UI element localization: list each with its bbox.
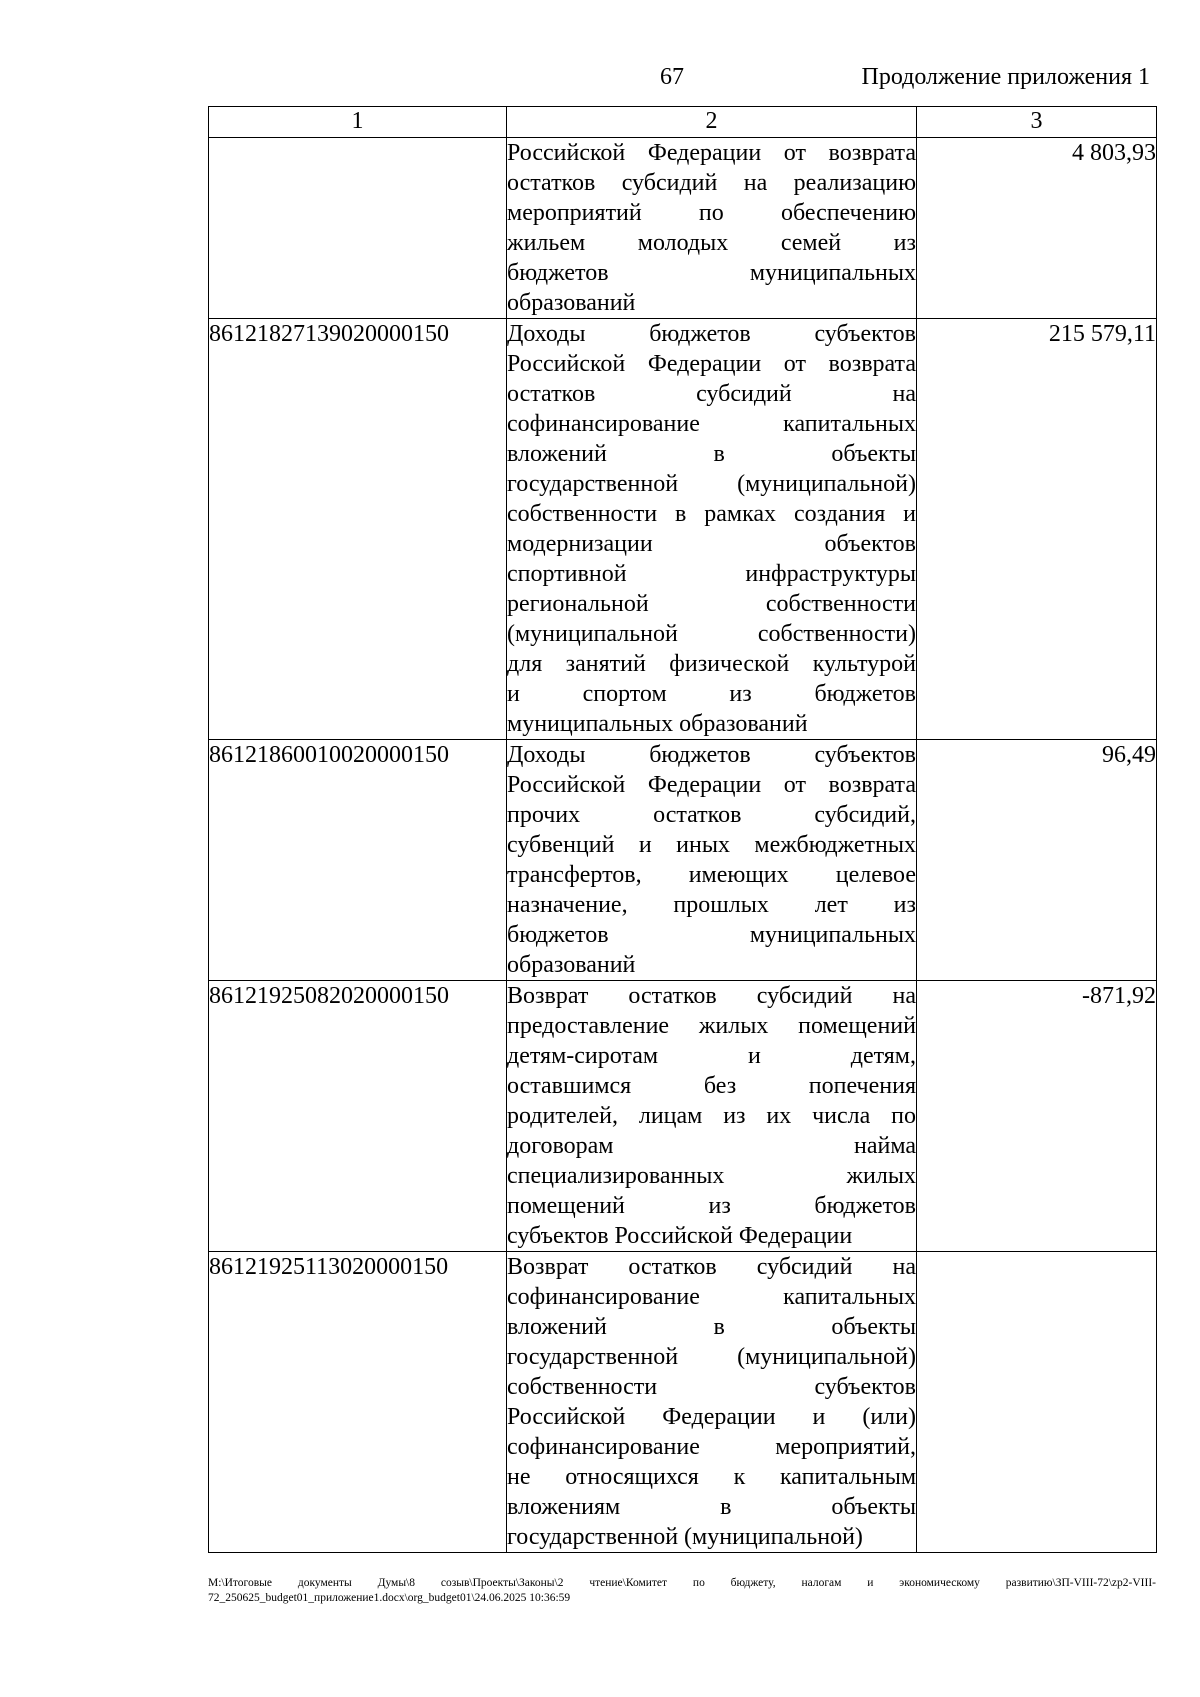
description-line: договорам найма <box>507 1133 916 1159</box>
description-line: Возврат остатков субсидий на <box>507 983 916 1009</box>
budget-code-cell: 86121925082020000150 <box>209 981 507 1252</box>
amount-cell: 4 803,93 <box>917 138 1157 319</box>
amount-cell: 96,49 <box>917 740 1157 981</box>
description-line: субвенций и иных межбюджетных <box>507 832 916 858</box>
table-body <box>209 138 1157 1553</box>
description-line: субъектов Российской Федерации <box>507 1223 853 1249</box>
column-header-3: 3 <box>917 107 1157 138</box>
description-line: трансфертов, имеющих целевое <box>507 862 916 888</box>
document-path-footer: M:\Итоговые документы Думы\8 созыв\Проекты\Законы\2 чтение\Комитет по бюджету, налогам и экономическому развитию\ЗП-VIII-72\zp2-VIII-72_250625_budget01_приложение1.docx\org_budget01\24.06.2025 10:36:59 <box>208 1577 1156 1604</box>
budget-code-cell: 86121925113020000150 <box>209 1252 507 1553</box>
description-line: помещений из бюджетов <box>507 1193 916 1219</box>
description-line: софинансирование капитальных <box>507 411 916 437</box>
description-line: остатков субсидий на <box>507 381 916 407</box>
description-line: Доходы бюджетов субъектов <box>507 742 916 768</box>
description-line: спортивной инфраструктуры <box>507 561 916 587</box>
description-line: вложений в объекты <box>507 1314 916 1340</box>
budget-code-cell: 86121827139020000150 <box>209 319 507 740</box>
description-line: родителей, лицам из их числа по <box>507 1103 916 1129</box>
table-row <box>209 138 1157 319</box>
description-line: государственной (муниципальной) <box>507 1524 863 1550</box>
description-line: специализированных жилых <box>507 1163 916 1189</box>
description-line: Российской Федерации от возврата <box>507 772 916 798</box>
description-line: софинансирование мероприятий, <box>507 1434 916 1460</box>
description-line: вложений в объекты <box>507 441 916 467</box>
table-row <box>209 981 1157 1252</box>
column-header-1: 1 <box>209 107 507 138</box>
description-line: мероприятий по обеспечению <box>507 200 916 226</box>
page-number: 67 <box>660 64 684 90</box>
description-line: (муниципальной собственности) <box>507 621 916 647</box>
description-line: бюджетов муниципальных <box>507 922 916 948</box>
table-row <box>209 319 1157 740</box>
description-line: Возврат остатков субсидий на <box>507 1254 916 1280</box>
description-line: региональной собственности <box>507 591 916 617</box>
description-line: Российской Федерации от возврата <box>507 351 916 377</box>
description-line: оставшимся без попечения <box>507 1073 916 1099</box>
description-line: государственной (муниципальной) <box>507 1344 916 1370</box>
description-line: государственной (муниципальной) <box>507 471 916 497</box>
description-line: назначение, прошлых лет из <box>507 892 916 918</box>
description-line: вложениям в объекты <box>507 1494 916 1520</box>
description-line: муниципальных образований <box>507 711 808 737</box>
description-cell <box>507 981 917 1252</box>
budget-code-cell: 86121860010020000150 <box>209 740 507 981</box>
description-line: предоставление жилых помещений <box>507 1013 916 1039</box>
description-cell <box>507 1252 917 1553</box>
description-cell <box>507 319 917 740</box>
description-line: остатков субсидий на реализацию <box>507 170 916 196</box>
description-line: собственности субъектов <box>507 1374 916 1400</box>
description-line: софинансирование капитальных <box>507 1284 916 1310</box>
description-line: образований <box>507 952 636 978</box>
column-header-2: 2 <box>507 107 917 138</box>
description-line: Российской Федерации от возврата <box>507 140 916 166</box>
description-line: собственности в рамках создания и <box>507 501 916 527</box>
description-cell <box>507 740 917 981</box>
budget-code-cell <box>209 138 507 319</box>
budget-table <box>208 106 1157 1553</box>
description-cell <box>507 138 917 319</box>
description-line: прочих остатков субсидий, <box>507 802 916 828</box>
description-line: образований <box>507 290 636 316</box>
description-line: Российской Федерации и (или) <box>507 1404 916 1430</box>
description-line: бюджетов муниципальных <box>507 260 916 286</box>
table-row <box>209 740 1157 981</box>
description-line: для занятий физической культурой <box>507 651 916 677</box>
description-line: не относящихся к капитальным <box>507 1464 916 1490</box>
description-line: Доходы бюджетов субъектов <box>507 321 916 347</box>
description-line: и спортом из бюджетов <box>507 681 916 707</box>
table-row <box>209 1252 1157 1553</box>
table-header-row <box>209 107 1157 138</box>
amount-cell: -871,92 <box>917 981 1157 1252</box>
description-line: жильем молодых семей из <box>507 230 916 256</box>
description-line: детям-сиротам и детям, <box>507 1043 916 1069</box>
description-line: модернизации объектов <box>507 531 916 557</box>
continuation-label: Продолжение приложения 1 <box>861 64 1150 90</box>
amount-cell: 215 579,11 <box>917 319 1157 740</box>
amount-cell <box>917 1252 1157 1553</box>
